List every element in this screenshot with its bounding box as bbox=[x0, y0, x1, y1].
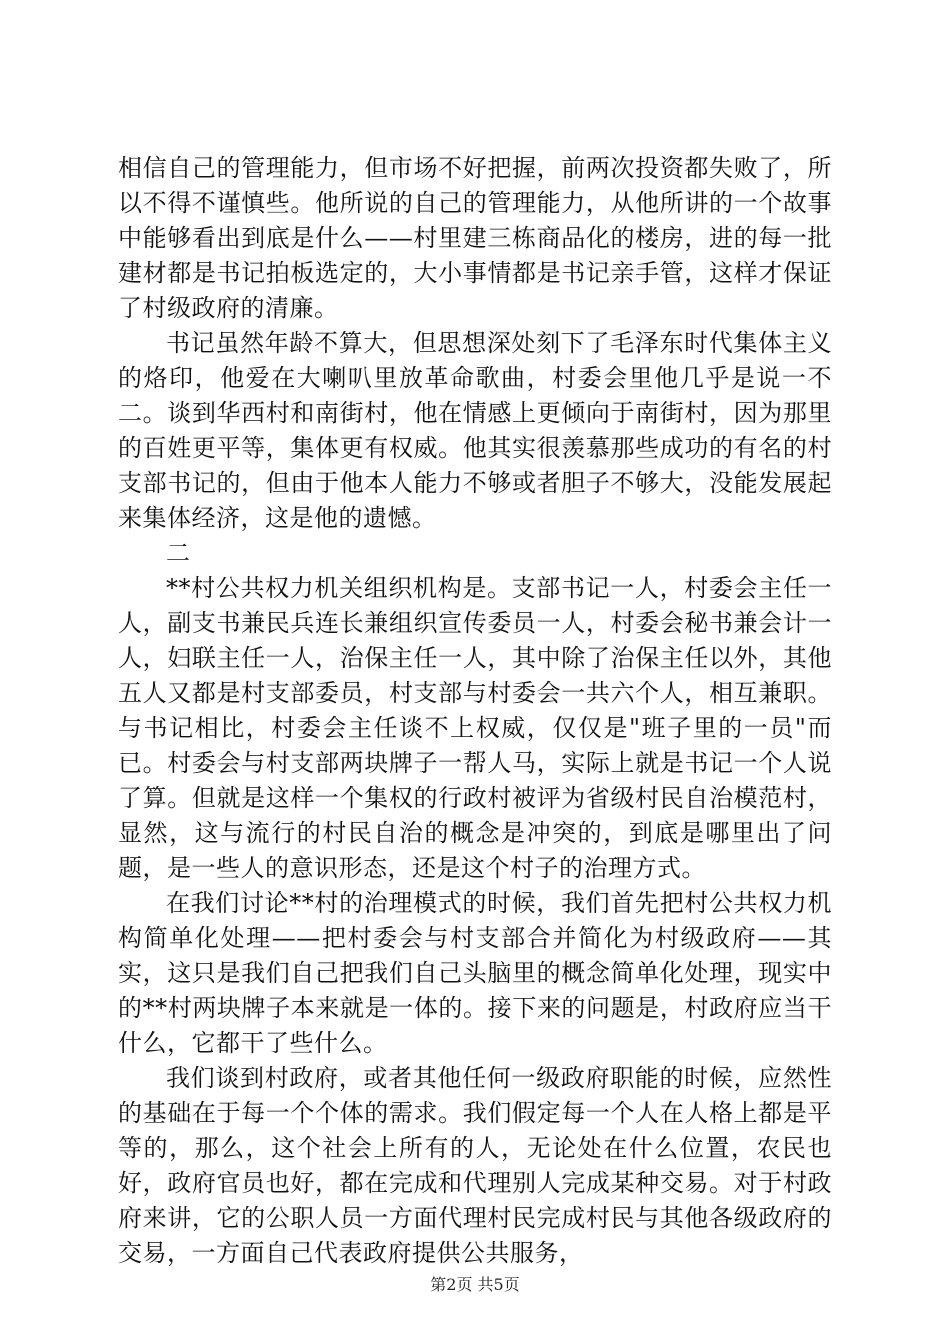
paragraph-3: **村公共权力机关组织机构是。支部书记一人，村委会主任一人，副支书兼民兵连长兼组织宣传委员一人，村委会秘书兼会计一人，妇联主任一人，治保主任一人，其中除了治保主任以外，其他五人又都是村支部委员，村支部与村委会一共六个人，相互兼职。与书记相比，村委会主任谈不上权威，仅仅是"班子里的一员"而已。村委会与村支部两块牌子一帮人马，实际上就是书记一个人说了算。但就是这样一个集权的行政村被评为省级村民自治模范村，显然，这与流行的村民自治的概念是冲突的，到底是哪里出了问题，是一些人的意识形态，还是这个村子的治理方式。 bbox=[118, 574, 832, 882]
paragraph-1: 相信自己的管理能力，但市场不好把握，前两次投资都失败了，所以不得不谨慎些。他所说的自己的管理能力，从他所讲的一个故事中能够看出到底是什么——村里建三栋商品化的楼房，进的每一批建材都是书记拍板选定的，大小事情都是书记亲手管，这样才保证了村级政府的清廉。 bbox=[118, 154, 832, 322]
paragraph-5: 我们谈到村政府，或者其他任何一级政府职能的时候，应然性的基础在于每一个个体的需求。我们假定每一个人在人格上都是平等的，那么，这个社会上所有的人，无论处在什么位置，农民也好，政府官员也好，都在完成和代理别人完成某种交易。对于村政府来讲，它的公职人员一方面代理村民完成村民与其他各级政府的交易，一方面自己代表政府提供公共服务， bbox=[118, 1064, 832, 1267]
page-footer: 第2页 共5页 bbox=[430, 1275, 520, 1294]
paragraph-4: 在我们讨论**村的治理模式的时候，我们首先把村公共权力机构简单化处理——把村委会与村支部合并简化为村级政府——其实，这只是我们自己把我们自己头脑里的概念简单化处理，现实中的**村两块牌子本来就是一体的。接下来的问题是，村政府应当干什么，它都干了些什么。 bbox=[118, 889, 832, 1057]
body-text bbox=[118, 151, 832, 1271]
section-heading: 二 bbox=[166, 539, 191, 567]
paragraph-2: 书记虽然年龄不算大，但思想深处刻下了毛泽东时代集体主义的烙印，他爱在大喇叭里放革命歌曲，村委会里他几乎是说一不二。谈到华西村和南街村，他在情感上更倾向于南街村，因为那里的百姓更平等，集体更有权威。他其实很羡慕那些成功的有名的村支部书记的，但由于他本人能力不够或者胆子不够大，没能发展起来集体经济，这是他的遗憾。 bbox=[118, 329, 832, 532]
